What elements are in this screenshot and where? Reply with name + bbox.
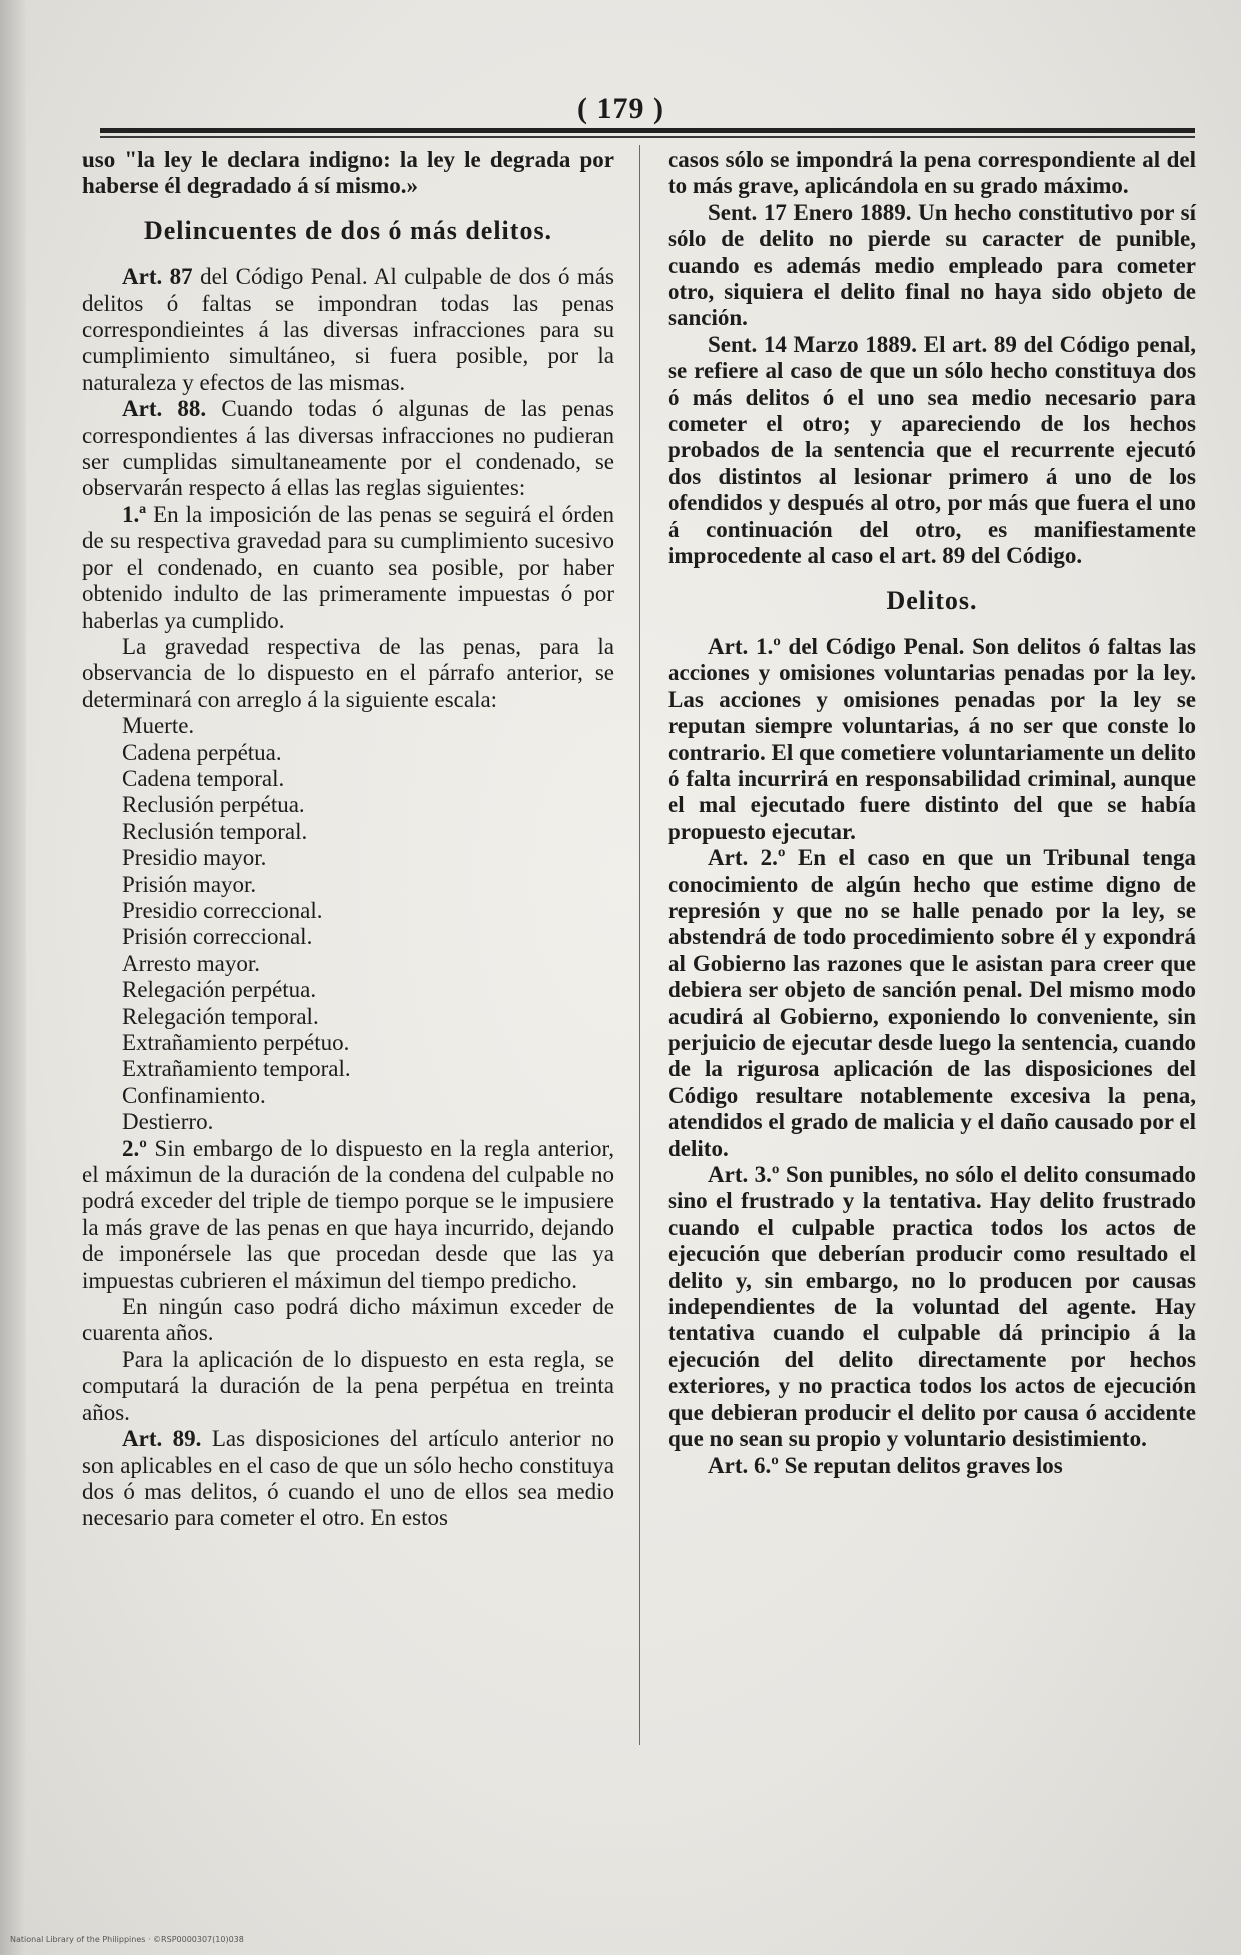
header-rule-thin [100, 136, 1195, 138]
rule-text: En la imposición de las penas se seguirá el órden de su respectiva gravedad para su cumplimiento sucesivo por el condenado, en cuanto sea posible, por haber obtenido indulto de las primeramente impuestas ó por haberlas ya cumplido. [82, 501, 614, 633]
article-label: Art. 6.º [708, 1452, 779, 1478]
section-heading: Delitos. [886, 585, 978, 615]
penalty-scale-list [82, 713, 614, 1136]
sentence-1889-01 [668, 200, 1196, 332]
article-label: Art. 89. [122, 1426, 202, 1452]
paragraph: Para la aplicación de lo dispuesto en esta regla, se computará la duración de la pena perpétua en treinta años. [82, 1346, 614, 1425]
paragraph: casos sólo se impondrá la pena correspondiente al del to más grave, aplicándola en su grado máximo. [668, 147, 1196, 199]
article-text: Las disposiciones del artículo anterior no son aplicables en el caso de que un sólo hecho constituya dos ó mas delitos, ó cuando el uno de ellos sea medio necesario para cometer el otro. En estos [82, 1426, 614, 1531]
sentence-label: Sent. 14 Marzo 1889. [708, 331, 918, 357]
article-label: Art. 1.º [708, 633, 781, 659]
rule-label: 1.ª [122, 501, 147, 527]
article-text: Son punibles, no sólo el delito consumado sino el frustrado y la tentativa. Hay delito frustrado cuando el culpable practica todos los actos de ejecución que deberían producir como resultado el delito y, sin embargo, no lo producen por causas independientes de la voluntad del agente. Hay tentativa cuando el culpable dá principio á la ejecución del delito directamente por hechos exteriores, y no practica todos los actos de ejecución que debieran producir el delito por causa ó accidente que no sean su propio y voluntario desistimiento. [668, 1162, 1196, 1452]
scale-intro: La gravedad respectiva de las penas, para la observancia de lo dispuesto en el párrafo anterior, se determinará con arreglo á la siguiente escala: [82, 633, 614, 712]
article-text: del Código Penal. Son delitos ó faltas las acciones y omisiones voluntarias penadas por la ley. Las acciones y omisiones penadas por la ley se reputan siempre voluntarias, á no ser que conste lo contrario. El que cometiere voluntariamente un delito ó falta incurrirá en responsabilidad criminal, aunque el mal ejecutado fuere distinto del que se había propuesto ejecutar. [668, 633, 1196, 844]
article-1 [668, 634, 1196, 845]
header-rule [100, 128, 1195, 133]
article-text: Se reputan delitos graves los [784, 1452, 1063, 1478]
sentence-1889-03 [668, 332, 1196, 570]
sentence-label: Sent. 17 Enero 1889. [708, 199, 912, 225]
left-column [82, 147, 614, 1532]
list-item: Relegación temporal. [122, 1003, 319, 1029]
article-label: Art. 3.º [708, 1162, 780, 1188]
article-89 [82, 1426, 614, 1532]
article-text: Cuando todas ó algunas de las penas correspondientes á las diversas infracciones no pudieran ser cumplidas simultaneamente por el condenado, se observarán respecto á ellas las reglas siguientes: [82, 396, 615, 501]
sentence-text: Un hecho constitutivo por sí sólo de delito no pierde su caracter de punible, cuando es además medio empleado para cometer otro, siquiera el delito final no haya sido objeto de sanción. [668, 199, 1197, 331]
rule-1 [82, 502, 614, 634]
article-text: En el caso en que un Tribunal tenga conocimiento de algún hecho que estime digno de represión y que no se halle penado por la ley, se abstendrá de todo procedimiento sobre él y expondrá al Gobierno las razones que le asistan para creer que debiera ser objeto de sanción penal. Del mismo modo acudirá al Gobierno, exponiendo lo conveniente, sin perjuicio de ejecutar desde luego la sentencia, cuando de la rigurosa aplicación de las disposiciones del Código resultare notablemente excesiva la pena, atendidos el grado de malicia y el daño causado por el delito. [668, 845, 1196, 1161]
list-item: Confinamiento. [122, 1082, 266, 1108]
scan-watermark: National Library of the Philippines · ©RSP0000307(10)038 [10, 1935, 244, 1944]
paragraph: uso "la ley le declara indigno: la ley le degrada por haberse él degradado á sí mismo.» [82, 147, 614, 199]
article-label: Art. 88. [122, 396, 207, 422]
list-item: Arresto mayor. [122, 950, 260, 976]
page-edge-shadow [0, 0, 26, 1955]
rule-2 [82, 1136, 614, 1294]
list-item: Destierro. [122, 1109, 214, 1135]
list-item: Cadena perpétua. [122, 739, 282, 765]
list-item: Reclusión perpétua. [122, 792, 305, 818]
article-label: Art. 87 [122, 264, 193, 290]
article-label: Art. 2.º [708, 845, 786, 871]
right-column [668, 147, 1196, 1479]
list-item: Presidio mayor. [122, 845, 267, 871]
article-87 [82, 264, 614, 396]
article-2 [668, 845, 1196, 1162]
list-item: Muerte. [122, 713, 195, 739]
list-item: Reclusión temporal. [122, 818, 308, 844]
article-6 [668, 1453, 1196, 1479]
article-text: del Código Penal. Al culpable de dos ó más delitos ó faltas se impondran todas las penas correspondieintes á las diversas infracciones para su cumplimiento simultáneo, si fuera posible, por la naturaleza y efectos de las mismas. [82, 264, 615, 395]
list-item: Prisión mayor. [122, 871, 257, 897]
article-88 [82, 396, 614, 502]
list-item: Prisión correccional. [122, 924, 313, 950]
column-divider [639, 145, 640, 1745]
rule-text: Sin embargo de lo dispuesto en la regla anterior, el máximun de la duración de la condena del culpable no podrá exceder del triple de tiempo porque se le impusiere la más grave de las penas en que haya incurrido, dejando de imponérsele las que procedan desde que las ya impuestas cubrieren el máximun del tiempo predicho. [82, 1135, 614, 1293]
list-item: Relegación perpétua. [122, 977, 317, 1003]
list-item: Extrañamiento perpétuo. [122, 1030, 350, 1055]
page-number: ( 179 ) [577, 92, 664, 125]
article-3 [668, 1162, 1196, 1452]
list-item: Cadena temporal. [122, 765, 285, 791]
list-item: Extrañamiento temporal. [122, 1056, 351, 1082]
list-item: Presidio correccional. [122, 897, 323, 923]
paragraph: En ningún caso podrá dicho máximun exceder de cuarenta años. [82, 1294, 614, 1346]
sentence-text: El art. 89 del Código penal, se refiere al caso de que un sólo hecho constituya dos ó más delitos ó el uno sea medio necesario para cometer el otro; y apareciendo de los hechos probados de la sentencia que el recurrente ejecutó dos distintos al lesionar primero á uno de los ofendidos y después al otro, por más que fuera el uno á continuación del otro, es manifiestamente improcedente al caso el art. 89 del Código. [668, 331, 1197, 569]
rule-label: 2.º [122, 1135, 147, 1161]
section-heading: Delincuentes de dos ó más delitos. [143, 215, 553, 245]
